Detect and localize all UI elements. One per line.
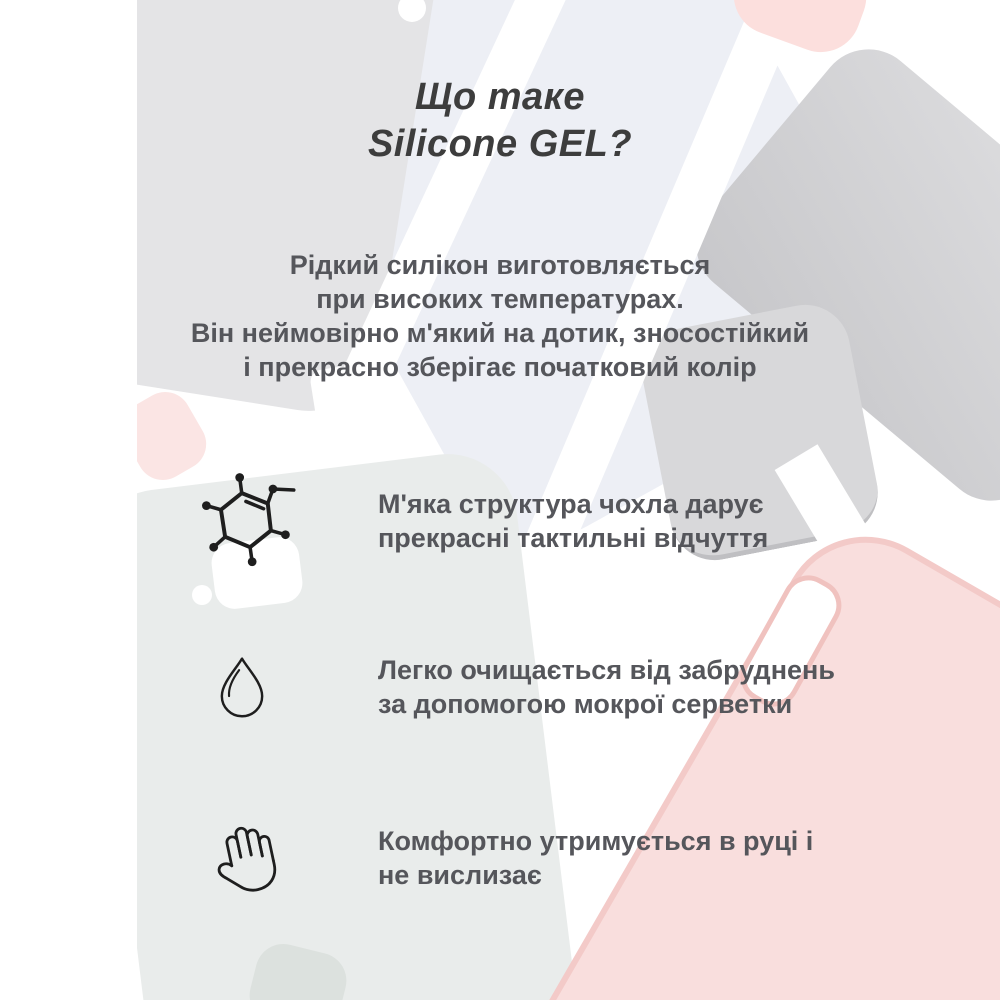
- page-title-line1: Що таке: [414, 76, 586, 118]
- intro-line: Рідкий силікон виготовляється: [289, 250, 711, 280]
- feature-line: Легко очищається від забруднень: [378, 655, 835, 685]
- water-drop-icon: [206, 643, 278, 729]
- page-title: [0, 74, 1000, 168]
- feature-line: Комфортно утримується в руці і: [378, 826, 814, 856]
- feature-line: М'яка структура чохла дарує: [378, 489, 764, 519]
- hand-icon: [204, 812, 286, 894]
- page-title-line2: Silicone GEL?: [367, 123, 633, 165]
- feature-line: не вислизає: [378, 860, 542, 890]
- intro-line: Він неймовірно м'який на дотик, зносостійкий: [190, 318, 810, 348]
- feature-text: [378, 824, 813, 892]
- intro-paragraph: [0, 248, 1000, 384]
- feature-line: за допомогою мокрої серветки: [378, 689, 793, 719]
- feature-text: [378, 653, 835, 721]
- intro-line: і прекрасно зберігає початковий колір: [243, 352, 757, 382]
- intro-line: при високих температурах.: [316, 284, 684, 314]
- feature-text: [378, 487, 768, 555]
- molecule-icon: [196, 464, 300, 568]
- feature-line: прекрасні тактильні відчуття: [378, 523, 769, 553]
